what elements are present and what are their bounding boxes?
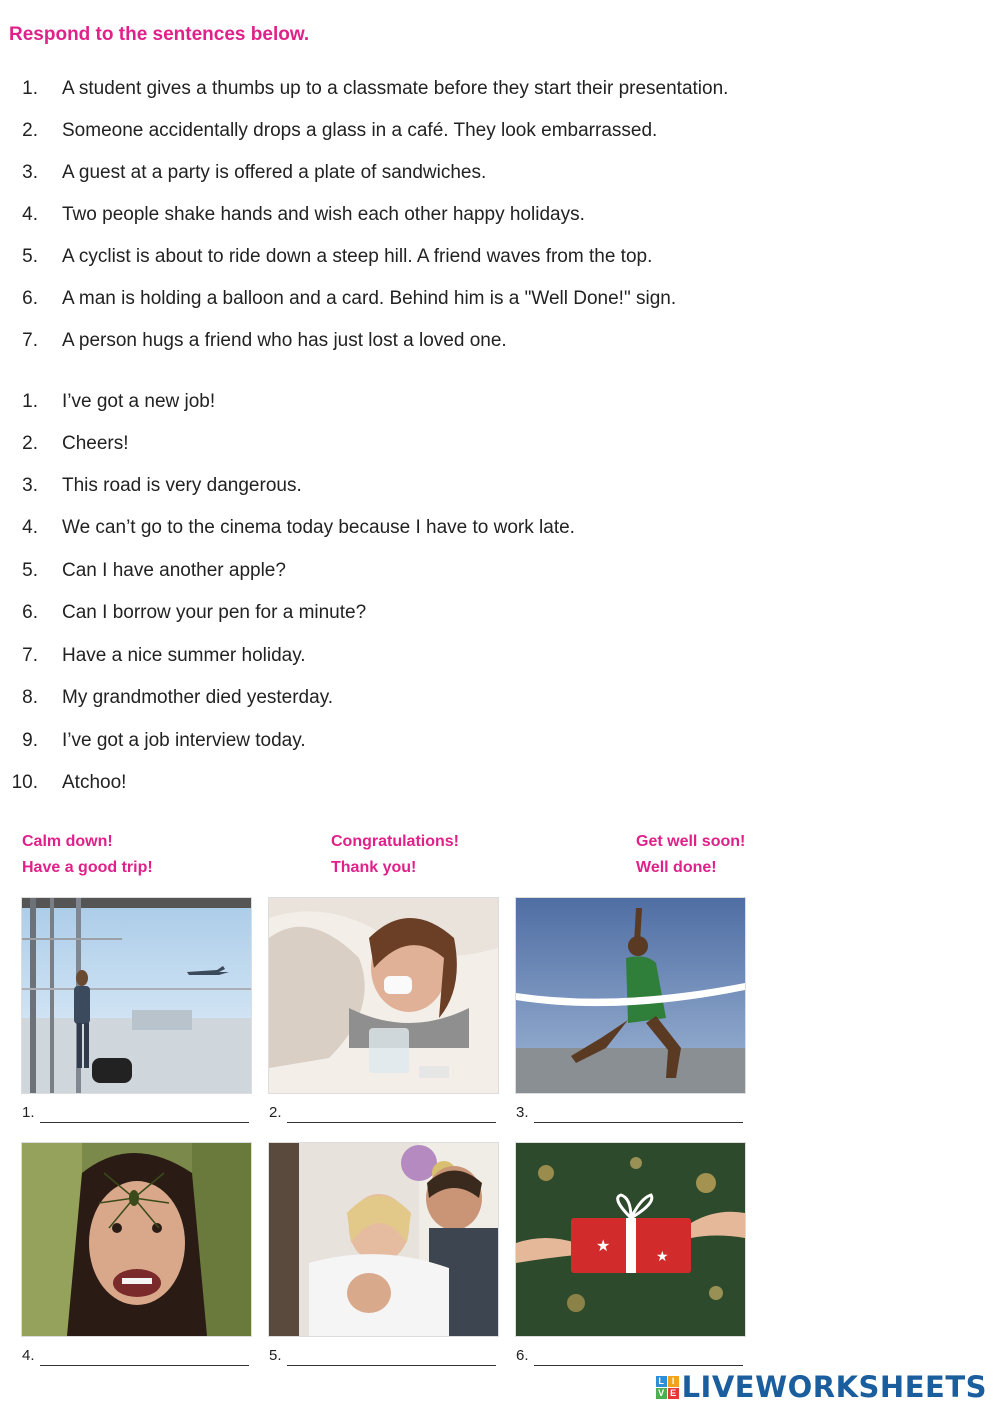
instructions-title: Respond to the sentences below. — [9, 24, 310, 45]
answer-2-input[interactable] — [287, 1104, 500, 1124]
answer-line — [534, 1122, 743, 1123]
answer-2 — [269, 1104, 499, 1124]
answer-line — [287, 1365, 496, 1366]
answer-line — [40, 1365, 249, 1366]
answer-line — [40, 1122, 249, 1123]
new-baby-photo — [268, 1142, 499, 1337]
phrase: Congratulations! — [331, 833, 459, 850]
svg-text:★: ★ — [596, 1236, 611, 1255]
phrase: Get well soon! — [636, 833, 746, 850]
answer-1 — [22, 1104, 252, 1124]
answer-5-input[interactable] — [287, 1347, 500, 1367]
spider-woman-photo — [21, 1142, 252, 1337]
phrase-bank-col3 — [636, 829, 745, 881]
phrase: Calm down! — [22, 833, 113, 850]
answer-4 — [22, 1347, 252, 1367]
answer-number: 6. — [516, 1347, 529, 1364]
brand-name: LIVEWORKSHEETS — [681, 1370, 987, 1404]
gift-photo — [515, 1142, 746, 1337]
answer-number: 4. — [22, 1347, 35, 1364]
phrase: Thank you! — [331, 859, 417, 876]
answer-6 — [516, 1347, 746, 1367]
answer-line — [287, 1122, 496, 1123]
liveworksheets-logo — [656, 1370, 987, 1404]
answer-3-input[interactable] — [534, 1104, 747, 1124]
answer-number: 1. — [22, 1104, 35, 1121]
phrase: Well done! — [636, 859, 717, 876]
answer-1-input[interactable] — [40, 1104, 253, 1124]
answer-3 — [516, 1104, 746, 1124]
answer-number: 3. — [516, 1104, 529, 1121]
phrase-bank-col2 — [331, 829, 459, 881]
runner-photo — [515, 897, 746, 1094]
phrase: Have a good trip! — [22, 859, 153, 876]
answer-5 — [269, 1347, 499, 1367]
svg-text:★: ★ — [656, 1249, 669, 1265]
airport-photo — [21, 897, 252, 1094]
answer-4-input[interactable] — [40, 1347, 253, 1367]
phrase-bank-col1 — [22, 829, 153, 881]
answer-number: 2. — [269, 1104, 282, 1121]
answer-line — [534, 1365, 743, 1366]
answer-6-input[interactable] — [534, 1347, 747, 1367]
sick-woman-photo — [268, 897, 499, 1094]
answer-number: 5. — [269, 1347, 282, 1364]
logo-grid-icon: L I V E — [656, 1376, 679, 1399]
